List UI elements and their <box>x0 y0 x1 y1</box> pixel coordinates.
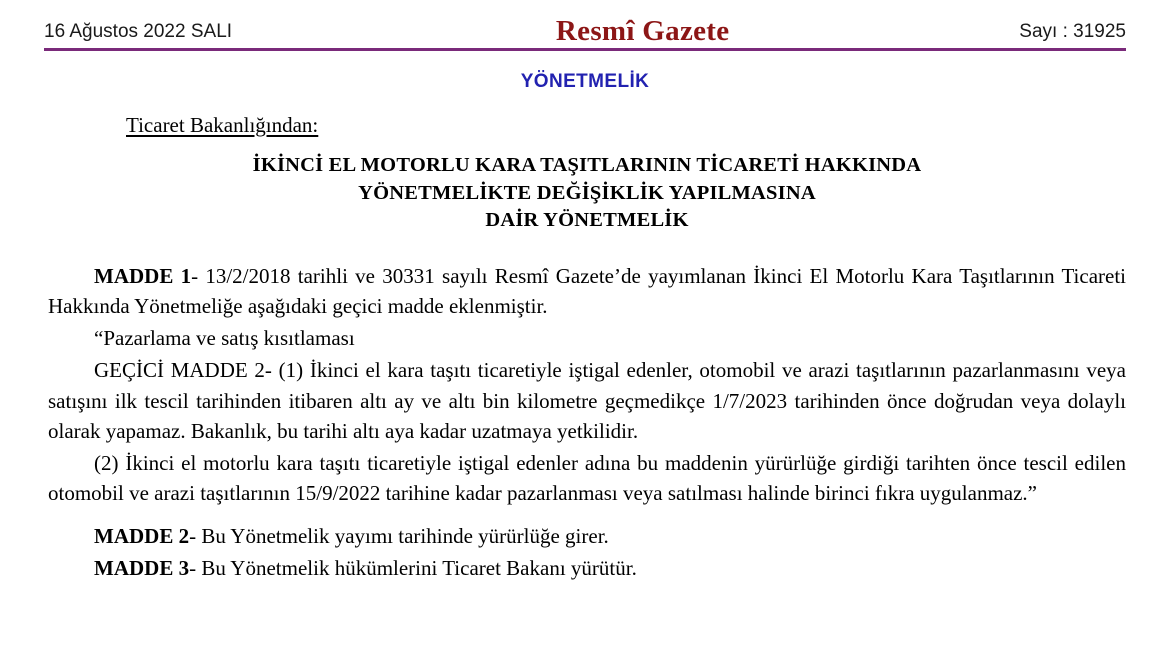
gazette-title: Resmî Gazete <box>555 14 730 47</box>
article-gecici-madde-2-text: GEÇİCİ MADDE 2- (1) İkinci el kara taşıtı ticaretiyle iştigal edenler, otomobil ve arazi taşıtlarının pazarlanmasını veya satışını ilk tescil tarihinden itibaren altı ay ve altı bin kilometre geçmedikçe 1/7/2023 tarihinden önce doğrudan veya dolaylı olarak yapamaz. Bakanlık, bu tarihi altı aya kadar uzatmaya yetkilidir. <box>48 358 1126 443</box>
masthead <box>44 14 1126 48</box>
quote-heading <box>48 323 1126 353</box>
document-title <box>48 152 1126 234</box>
section-heading: YÖNETMELİK <box>520 71 650 92</box>
article-gecici-madde-2-fikra-2-text: (2) İkinci el motorlu kara taşıtı ticaretiyle iştigal edenler adına bu maddenin yürürlüğe girdiği tarihten önce tescil edilen otomobil ve arazi taşıtlarının 15/9/2022 tarihine kadar pazarlanması veya satılması halinde birinci fıkra uygulanmaz.” <box>48 451 1126 506</box>
quote-heading-text: “Pazarlama ve satış kısıtlaması <box>94 326 355 351</box>
article-madde-3-text: - Bu Yönetmelik hükümlerini Ticaret Bakanı yürütür. <box>189 555 637 580</box>
document-title-line-1: İKİNCİ EL MOTORLU KARA TAŞITLARININ TİCARETİ HAKKINDA <box>252 154 922 177</box>
issuer-line <box>48 112 1126 146</box>
article-madde-3-label: MADDE 3 <box>94 555 190 580</box>
article-madde-1 <box>48 261 1126 321</box>
article-gecici-madde-2 <box>48 355 1126 446</box>
article-gecici-madde-2-fikra-2 <box>48 448 1126 508</box>
document-title-line-3: DAİR YÖNETMELİK <box>485 209 689 232</box>
article-madde-2-text: - Bu Yönetmelik yayımı tarihinde yürürlüğe girer. <box>189 523 609 548</box>
document-body <box>48 112 1126 583</box>
article-madde-2 <box>48 521 1126 551</box>
article-madde-1-text: - 13/2/2018 tarihli ve 30331 sayılı Resmî Gazete’de yayımlanan İkinci El Motorlu Kara Taşıtlarının Ticareti Hakkında Yönetmeliğe aşağıdaki geçici madde eklenmiştir. <box>48 263 1126 318</box>
article-madde-1-label: MADDE 1 <box>94 263 192 288</box>
issue-number: Sayı : 31925 <box>1019 20 1126 42</box>
article-madde-2-label: MADDE 2 <box>94 523 190 548</box>
publication-date: 16 Ağustos 2022 SALI <box>44 20 233 42</box>
document-title-line-2: YÖNETMELİKTE DEĞİŞİKLİK YAPILMASINA <box>358 181 816 204</box>
masthead-divider <box>44 48 1126 51</box>
article-madde-3 <box>48 553 1126 583</box>
issuer-label: Ticaret Bakanlığından: <box>126 113 319 137</box>
